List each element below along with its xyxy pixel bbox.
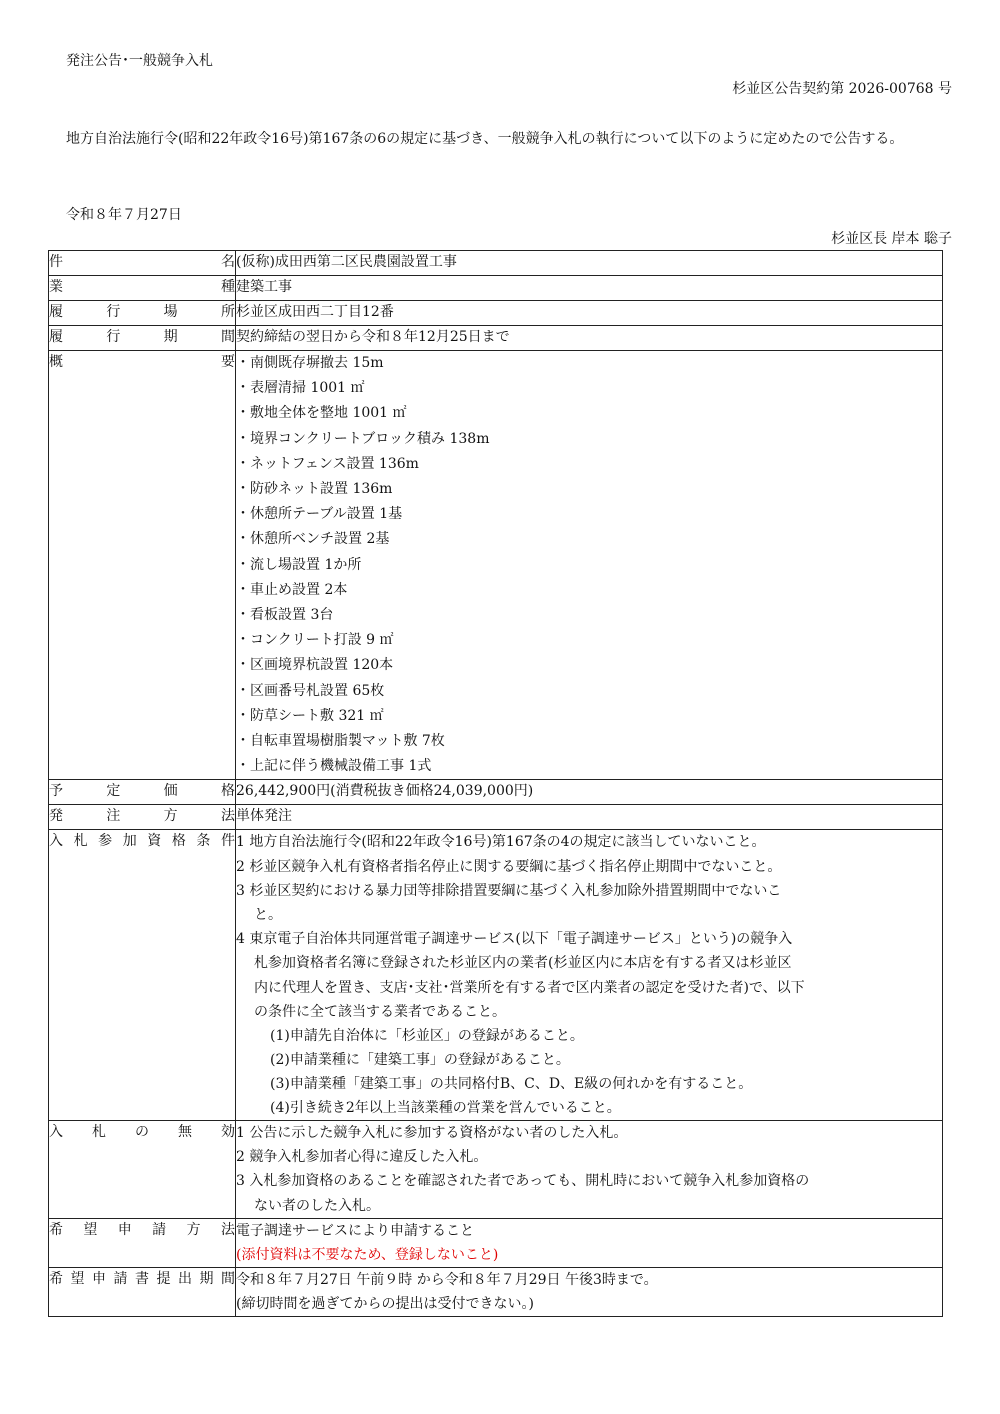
- overview-item: ・防草シート敷 321 ㎡: [236, 707, 384, 724]
- label-char: 無: [178, 1124, 192, 1141]
- qualification-sub-3: (3)申請業種「建築工事」の共同格付B、C、D、E級の何れかを有すること。: [270, 1076, 753, 1093]
- label-char: 法: [220, 808, 235, 825]
- notice-number: 杉並区公告契約第 2026-00768 号: [732, 81, 952, 97]
- overview-item: ・休憩所ベンチ設置 2基: [236, 531, 390, 548]
- label-overview: [49, 351, 236, 780]
- label-char: 概: [49, 354, 63, 370]
- qualification-item-3-cont: と。: [254, 907, 282, 924]
- overview-item: ・流し場設置 1か所: [236, 556, 362, 573]
- invalid-item-1: 1 公告に示した競争入札に参加する資格がない者のした入札。: [236, 1125, 628, 1142]
- label-char: 入: [49, 833, 63, 850]
- qualification-item-1: 1 地方自治法施行令(昭和22年政令16号)第167条の4の規定に該当していないこと。: [236, 834, 766, 851]
- label-char: 申: [117, 1221, 132, 1238]
- value-location: 杉並区成田西二丁目12番: [236, 301, 943, 326]
- label-char: 札: [92, 1124, 106, 1141]
- label-application-period: [49, 1267, 236, 1316]
- label-char: 場: [163, 304, 178, 320]
- label-char: 件: [49, 254, 63, 270]
- label-char: 希: [49, 1270, 63, 1287]
- overview-item: ・南側既存塀撤去 15m: [236, 355, 384, 371]
- label-char: 提: [156, 1270, 171, 1287]
- label-qualification: [49, 830, 236, 1121]
- label-char: 行: [106, 304, 121, 320]
- label-char: 参: [98, 833, 113, 850]
- row-qualification: [49, 830, 943, 1121]
- label-char: 要: [221, 354, 235, 370]
- label-char: 間: [221, 1270, 235, 1287]
- label-char: 資: [147, 833, 162, 850]
- label-char: 書: [135, 1270, 149, 1287]
- label-char: 履: [49, 304, 63, 320]
- invalid-item-2: 2 競争入札参加者心得に違反した入札。: [236, 1149, 488, 1166]
- application-method-text: 電子調達サービスにより申請すること: [236, 1222, 474, 1239]
- label-char: 格: [220, 783, 235, 800]
- label-order-method: [49, 805, 236, 830]
- label-char: 方: [163, 808, 178, 825]
- overview-item: ・敷地全体を整地 1001 ㎡: [236, 405, 407, 422]
- application-method-note: (添付資料は不要なため、登録しないこと): [236, 1246, 499, 1263]
- intro-paragraph: 地方自治法施行令(昭和22年政令16号)第167条の6の規定に基づき、一般競争入札の執行について以下のように定めたので公告する。: [66, 131, 904, 147]
- label-char: 望: [70, 1270, 85, 1287]
- label-category: [49, 276, 236, 301]
- label-char: 発: [49, 808, 63, 825]
- label-char: 格: [171, 833, 186, 850]
- overview-item: ・区画番号札設置 65枚: [236, 682, 385, 699]
- overview-item: ・ネットフェンス設置 136m: [236, 455, 419, 472]
- label-invalid: [49, 1121, 236, 1219]
- label-char: 価: [163, 783, 178, 800]
- qualification-sub-1: (1)申請先自治体に「杉並区」の登録があること。: [270, 1028, 584, 1045]
- invalid-item-3-cont: ない者のした入札。: [254, 1197, 380, 1214]
- label-char: 法: [220, 1221, 235, 1238]
- row-price: [49, 780, 943, 805]
- label-char: 申: [92, 1270, 106, 1287]
- qualification-item-2: 2 杉並区競争入札有資格者指名停止に関する要綱に基づく指名停止期間中でないこと。: [236, 858, 782, 875]
- qualification-item-4-cont: 札参加資格者名簿に登録された杉並区内の業者(杉並区内に本店を有する者又は杉並区: [254, 955, 792, 972]
- spec-table: [48, 250, 943, 1317]
- label-price: [49, 780, 236, 805]
- qualification-item-4-cont: の条件に全て該当する業者であること。: [254, 1003, 506, 1020]
- application-period-text: 令和８年７月27日 午前９時 から令和８年７月29日 午後3時まで。: [236, 1271, 658, 1288]
- overview-item: ・上記に伴う機械設備工事 1式: [236, 758, 432, 775]
- overview-item: ・表層清掃 1001 ㎡: [236, 380, 365, 397]
- qualification-sub-2: (2)申請業種に「建築工事」の登録があること。: [270, 1052, 570, 1069]
- value-category: 建築工事: [236, 276, 943, 301]
- row-order-method: [49, 805, 943, 830]
- qualification-item-3: 3 杉並区契約における暴力団等排除措置要綱に基づく入札参加除外措置期間中でないこ: [236, 882, 782, 899]
- overview-item: ・看板設置 3台: [236, 607, 334, 624]
- label-char: 方: [186, 1221, 201, 1238]
- label-char: 件: [220, 833, 235, 850]
- overview-item: ・防砂ネット設置 136m: [236, 481, 393, 498]
- label-char: 望: [83, 1221, 98, 1238]
- label-char: の: [135, 1124, 149, 1141]
- value-overview: [236, 351, 943, 780]
- value-period: 契約締結の翌日から令和８年12月25日まで: [236, 326, 943, 351]
- notice-date: 令和８年７月27日: [66, 207, 182, 223]
- label-char: 期: [199, 1270, 214, 1287]
- value-application-method: [236, 1218, 943, 1267]
- label-char: 札: [73, 833, 88, 850]
- application-period-note: (締切時間を過ぎてからの提出は受付できない。): [236, 1295, 534, 1312]
- label-period: [49, 326, 236, 351]
- label-char: 所: [220, 304, 235, 320]
- invalid-item-3: 3 入札参加資格のあることを確認された者であっても、開札時において競争入札参加資格の: [236, 1173, 810, 1190]
- row-name: [49, 251, 943, 276]
- signer: 杉並区長 岸本 聡子: [831, 231, 952, 247]
- label-char: 加: [122, 833, 137, 850]
- overview-item: ・自転車置場樹脂製マット敷 7枚: [236, 733, 445, 750]
- label-location: [49, 301, 236, 326]
- label-char: 注: [106, 808, 121, 825]
- qualification-item-4-cont: 内に代理人を置き、支店･支社･営業所を有する者で区内業者の認定を受けた者)で、以下: [254, 979, 805, 996]
- qualification-sub-4: (4)引き続き2年以上当該業種の営業を営んでいること。: [270, 1100, 621, 1117]
- label-char: 請: [152, 1221, 167, 1238]
- row-application-period: [49, 1267, 943, 1316]
- value-price: 26,442,900円(消費税抜き価格24,039,000円): [236, 780, 943, 805]
- label-char: 入: [49, 1124, 63, 1141]
- row-invalid: [49, 1121, 943, 1219]
- overview-item: ・境界コンクリートブロック積み 138m: [236, 430, 490, 447]
- value-qualification: [236, 830, 943, 1121]
- row-category: [49, 276, 943, 301]
- label-char: 出: [178, 1270, 192, 1287]
- row-location: [49, 301, 943, 326]
- label-char: 履: [49, 329, 63, 345]
- label-char: 希: [49, 1221, 63, 1238]
- label-application-method: [49, 1218, 236, 1267]
- value-invalid: [236, 1121, 943, 1219]
- overview-item: ・コンクリート打設 9 ㎡: [236, 632, 394, 649]
- label-char: 期: [163, 329, 178, 345]
- row-period: [49, 326, 943, 351]
- label-char: 行: [106, 329, 121, 345]
- label-char: 条: [196, 833, 211, 850]
- value-application-period: [236, 1267, 943, 1316]
- overview-item: ・区画境界杭設置 120本: [236, 657, 394, 674]
- label-char: 業: [49, 279, 63, 295]
- qualification-item-4: 4 東京電子自治体共同運営電子調達サービス(以下「電子調達サービス」という)の競争入: [236, 931, 793, 948]
- label-char: 名: [221, 254, 235, 270]
- label-char: 間: [220, 329, 235, 345]
- notice-type: 発注公告･一般競争入札: [66, 53, 213, 69]
- label-char: 効: [221, 1124, 235, 1141]
- row-application-method: [49, 1218, 943, 1267]
- overview-item: ・車止め設置 2本: [236, 581, 348, 598]
- overview-item: ・休憩所テーブル設置 1基: [236, 506, 403, 523]
- label-char: 予: [49, 783, 63, 800]
- label-char: 種: [221, 279, 235, 295]
- value-order-method: 単体発注: [236, 805, 943, 830]
- row-overview: [49, 351, 943, 780]
- label-char: 定: [106, 783, 121, 800]
- value-name: (仮称)成田西第二区民農園設置工事: [236, 251, 943, 276]
- label-name: [49, 251, 236, 276]
- label-char: 請: [113, 1270, 128, 1287]
